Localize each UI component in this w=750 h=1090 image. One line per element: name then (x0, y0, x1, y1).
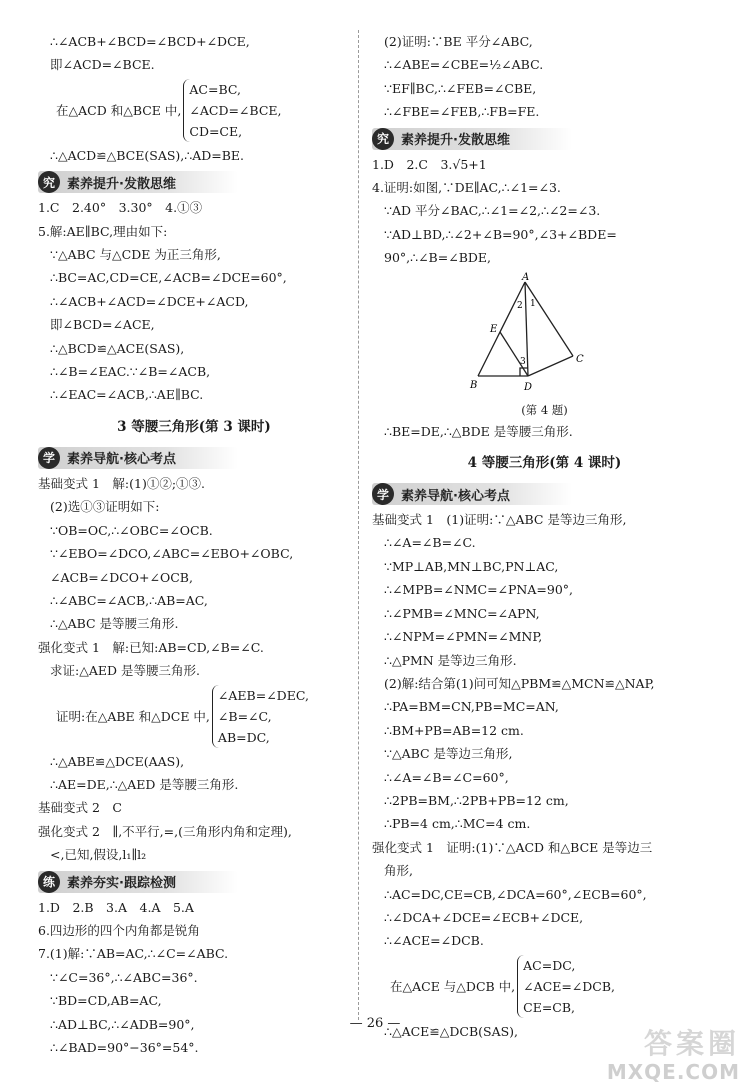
text-line: ∵AD⊥BD,∴∠2+∠B=90°,∠3+∠BDE= (384, 226, 617, 242)
text-line: 基础变式 1 解:(1)①②;①③. (38, 475, 206, 491)
section-title: 素养夯实·跟踪检测 (67, 876, 176, 892)
text-line: 1.D 2.C 3.√5+1 (372, 156, 487, 172)
point-label-c: C (576, 353, 584, 365)
section-badge: 究 (372, 128, 394, 150)
angle-label-1: 1 (530, 298, 536, 309)
section-header-jiu (372, 128, 572, 150)
section-badge: 练 (38, 871, 60, 893)
section-title: 素养导航·核心考点 (67, 452, 176, 468)
point-label-a: A (522, 271, 530, 283)
text-line: 强化变式 2 ∥,不平行,=,(三角形内角和定理), (38, 823, 292, 839)
condition-line: AC=BC, (189, 81, 241, 97)
text-line: ∵BD=CD,AB=AC, (50, 993, 162, 1009)
text-line: 角形, (384, 863, 413, 879)
text-line: ∴BC=AC,CD=CE,∠ACB=∠DCE=60°, (50, 270, 287, 286)
text-line: ∴∠B=∠EAC.∵∠B=∠ACB, (50, 364, 211, 380)
point-label-b: B (470, 379, 478, 391)
text-line: ∴△ABE≌△DCE(AAS), (50, 753, 185, 769)
angle-label-2: 2 (517, 300, 523, 311)
text-line: ∴BM+PB=AB=12 cm. (384, 722, 524, 738)
text-line: ∠ACB=∠DCO+∠OCB, (50, 569, 193, 585)
point-label-e: E (490, 323, 498, 335)
watermark-url: MXQE.COM (606, 1060, 740, 1084)
text-line: ∴△ABC 是等腰三角形. (50, 616, 179, 632)
text-line: ∴∠DCA+∠DCE=∠ECB+∠DCE, (384, 909, 584, 925)
text-line: ∴AC=DC,CE=CB,∠DCA=60°,∠ECB=60°, (384, 886, 647, 902)
text-line: ∵△ABC 与△CDE 为正三角形, (50, 247, 221, 263)
text-line: 求证:△AED 是等腰三角形. (50, 663, 200, 679)
text-line: 强化变式 1 证明:(1)∵△ACD 和△BCE 是等边三 (372, 839, 653, 855)
brace-label: 在△ACD 和△BCE 中, (56, 103, 182, 119)
text-line: ∴∠ACB+∠ACD=∠DCE+∠ACD, (50, 293, 249, 309)
condition-group (38, 79, 350, 142)
condition-line: ∠AEB=∠DEC, (217, 687, 309, 703)
text-line: 1.C 2.40° 3.30° 4.①③ (38, 200, 203, 216)
section-header-lian (38, 871, 238, 893)
section-header-xue (38, 447, 238, 469)
text-line: ∴AE=DE,∴△AED 是等腰三角形. (50, 776, 239, 792)
text-line: ∴△ACD≌△BCE(SAS),∴AD=BE. (50, 147, 245, 163)
right-column (372, 30, 717, 1043)
condition-line: CD=CE, (189, 123, 243, 139)
section-badge: 学 (372, 483, 394, 505)
text-line: ∴△ACE≌△DCB(SAS), (384, 1023, 519, 1039)
text-line: ∴∠A=∠B=∠C. (384, 535, 476, 551)
angle-label-3: 3 (520, 356, 526, 367)
watermark-text: 答案圈 (643, 1027, 740, 1060)
section-title: 素养提升·发散思维 (67, 176, 176, 192)
text-line: ∵∠EBO=∠DCO,∠ABC=∠EBO+∠OBC, (50, 546, 294, 562)
condition-line: ∠B=∠C, (217, 708, 272, 724)
text-line: 5.解:AE∥BC,理由如下: (38, 223, 168, 239)
brace-conditions (212, 685, 309, 748)
text-line: ∴∠ACE=∠DCB. (384, 933, 484, 949)
text-line: ∴∠FBE=∠FEB,∴FB=FE. (384, 104, 540, 120)
text-line: ∵AD 平分∠BAC,∴∠1=∠2,∴∠2=∠3. (384, 203, 601, 219)
left-column (38, 30, 350, 1059)
section-badge: 究 (38, 171, 60, 193)
condition-group (372, 955, 717, 1018)
text-line: ∵MP⊥AB,MN⊥BC,PN⊥AC, (384, 558, 559, 574)
text-line: ∴∠ABC=∠ACB,∴AB=AC, (50, 592, 208, 608)
text-line: 强化变式 1 解:已知:AB=CD,∠B=∠C. (38, 639, 264, 655)
text-line: ∴BE=DE,∴△BDE 是等腰三角形. (384, 423, 573, 439)
text-line: ∴△PMN 是等边三角形. (384, 652, 517, 668)
triangle-diagram (468, 272, 618, 400)
text-line: 6.四边形的四个内角都是锐角 (38, 922, 200, 938)
condition-group (38, 685, 350, 748)
column-divider (358, 30, 359, 1020)
text-line: ∴∠EAC=∠ACB,∴AE∥BC. (50, 387, 204, 403)
text-line: ∴∠A=∠B=∠C=60°, (384, 769, 509, 785)
section-badge: 学 (38, 447, 60, 469)
lesson-title: 4 等腰三角形(第 4 课时) (467, 455, 622, 472)
text-line: 1.D 2.B 3.A 4.A 5.A (38, 899, 194, 915)
brace-label: 证明:在△ABE 和△DCE 中, (56, 709, 210, 725)
text-line: ∴∠ABE=∠CBE=½∠ABC. (384, 57, 544, 73)
text-line: ∵△ABC 是等边三角形, (384, 746, 513, 762)
text-line: ∴∠ACB+∠BCD=∠BCD+∠DCE, (50, 34, 250, 49)
text-line: ∴AD⊥BC,∴∠ADB=90°, (50, 1016, 195, 1032)
condition-line: ∠ACE=∠DCB, (523, 978, 616, 994)
text-line: ∵EF∥BC,∴∠FEB=∠CBE, (384, 80, 537, 96)
text-line: 基础变式 1 (1)证明:∵△ABC 是等边三角形, (372, 512, 627, 528)
text-line: ∴PB=4 cm,∴MC=4 cm. (384, 816, 531, 832)
text-line: ∵∠C=36°,∴∠ABC=36°. (50, 969, 198, 985)
text-line: ∴∠NPM=∠PMN=∠MNP, (384, 629, 543, 645)
section-title: 素养提升·发散思维 (401, 133, 510, 149)
text-line: ∴2PB=BM,∴2PB+PB=12 cm, (384, 792, 569, 808)
watermark-logo (550, 1028, 740, 1086)
text-line: ∴PA=BM=CN,PB=MC=AN, (384, 699, 559, 715)
condition-line: AB=DC, (217, 729, 270, 745)
text-line: (2)证明:∵BE 平分∠ABC, (384, 34, 533, 49)
text-line: ∵OB=OC,∴∠OBC=∠OCB. (50, 522, 213, 538)
text-line: (2)选①③证明如下: (50, 499, 160, 515)
text-line: ∴∠MPB=∠NMC=∠PNA=90°, (384, 582, 573, 598)
text-line: ∴∠BAD=90°−36°=54°. (50, 1040, 199, 1055)
condition-line: ∠ACD=∠BCE, (189, 102, 282, 118)
text-line: 即∠BCD=∠ACE, (50, 317, 155, 333)
condition-line: AC=DC, (523, 957, 576, 973)
brace-label: 在△ACE 与△DCB 中, (390, 979, 516, 995)
point-label-d: D (524, 381, 533, 393)
brace-conditions (183, 79, 281, 142)
text-line: ∴△BCD≌△ACE(SAS), (50, 340, 185, 356)
text-line: 基础变式 2 C (38, 800, 122, 816)
geometry-figure (372, 272, 717, 400)
condition-line: CE=CB, (523, 999, 576, 1015)
text-line: (2)解:结合第(1)问可知△PBM≌△MCN≌△NAP, (384, 675, 655, 691)
text-line: 即∠ACD=∠BCE. (50, 57, 155, 73)
section-title: 素养导航·核心考点 (401, 488, 510, 504)
text-line: 90°,∴∠B=∠BDE, (384, 250, 491, 266)
section-header-jiu (38, 171, 238, 193)
text-line: 4.证明:如图,∵DE∥AC,∴∠1=∠3. (372, 180, 561, 196)
lesson-title: 3 等腰三角形(第 3 课时) (117, 418, 271, 435)
figure-caption: (第 4 题) (521, 402, 568, 417)
text-line: 7.(1)解:∵AB=AC,∴∠C=∠ABC. (38, 946, 229, 962)
page-number: — 26 — (349, 1016, 401, 1031)
brace-conditions (517, 955, 615, 1018)
text-line: <,已知,假设,l₁∥l₂ (50, 847, 147, 863)
section-header-xue (372, 483, 572, 505)
text-line: ∴∠PMB=∠MNC=∠APN, (384, 605, 540, 621)
